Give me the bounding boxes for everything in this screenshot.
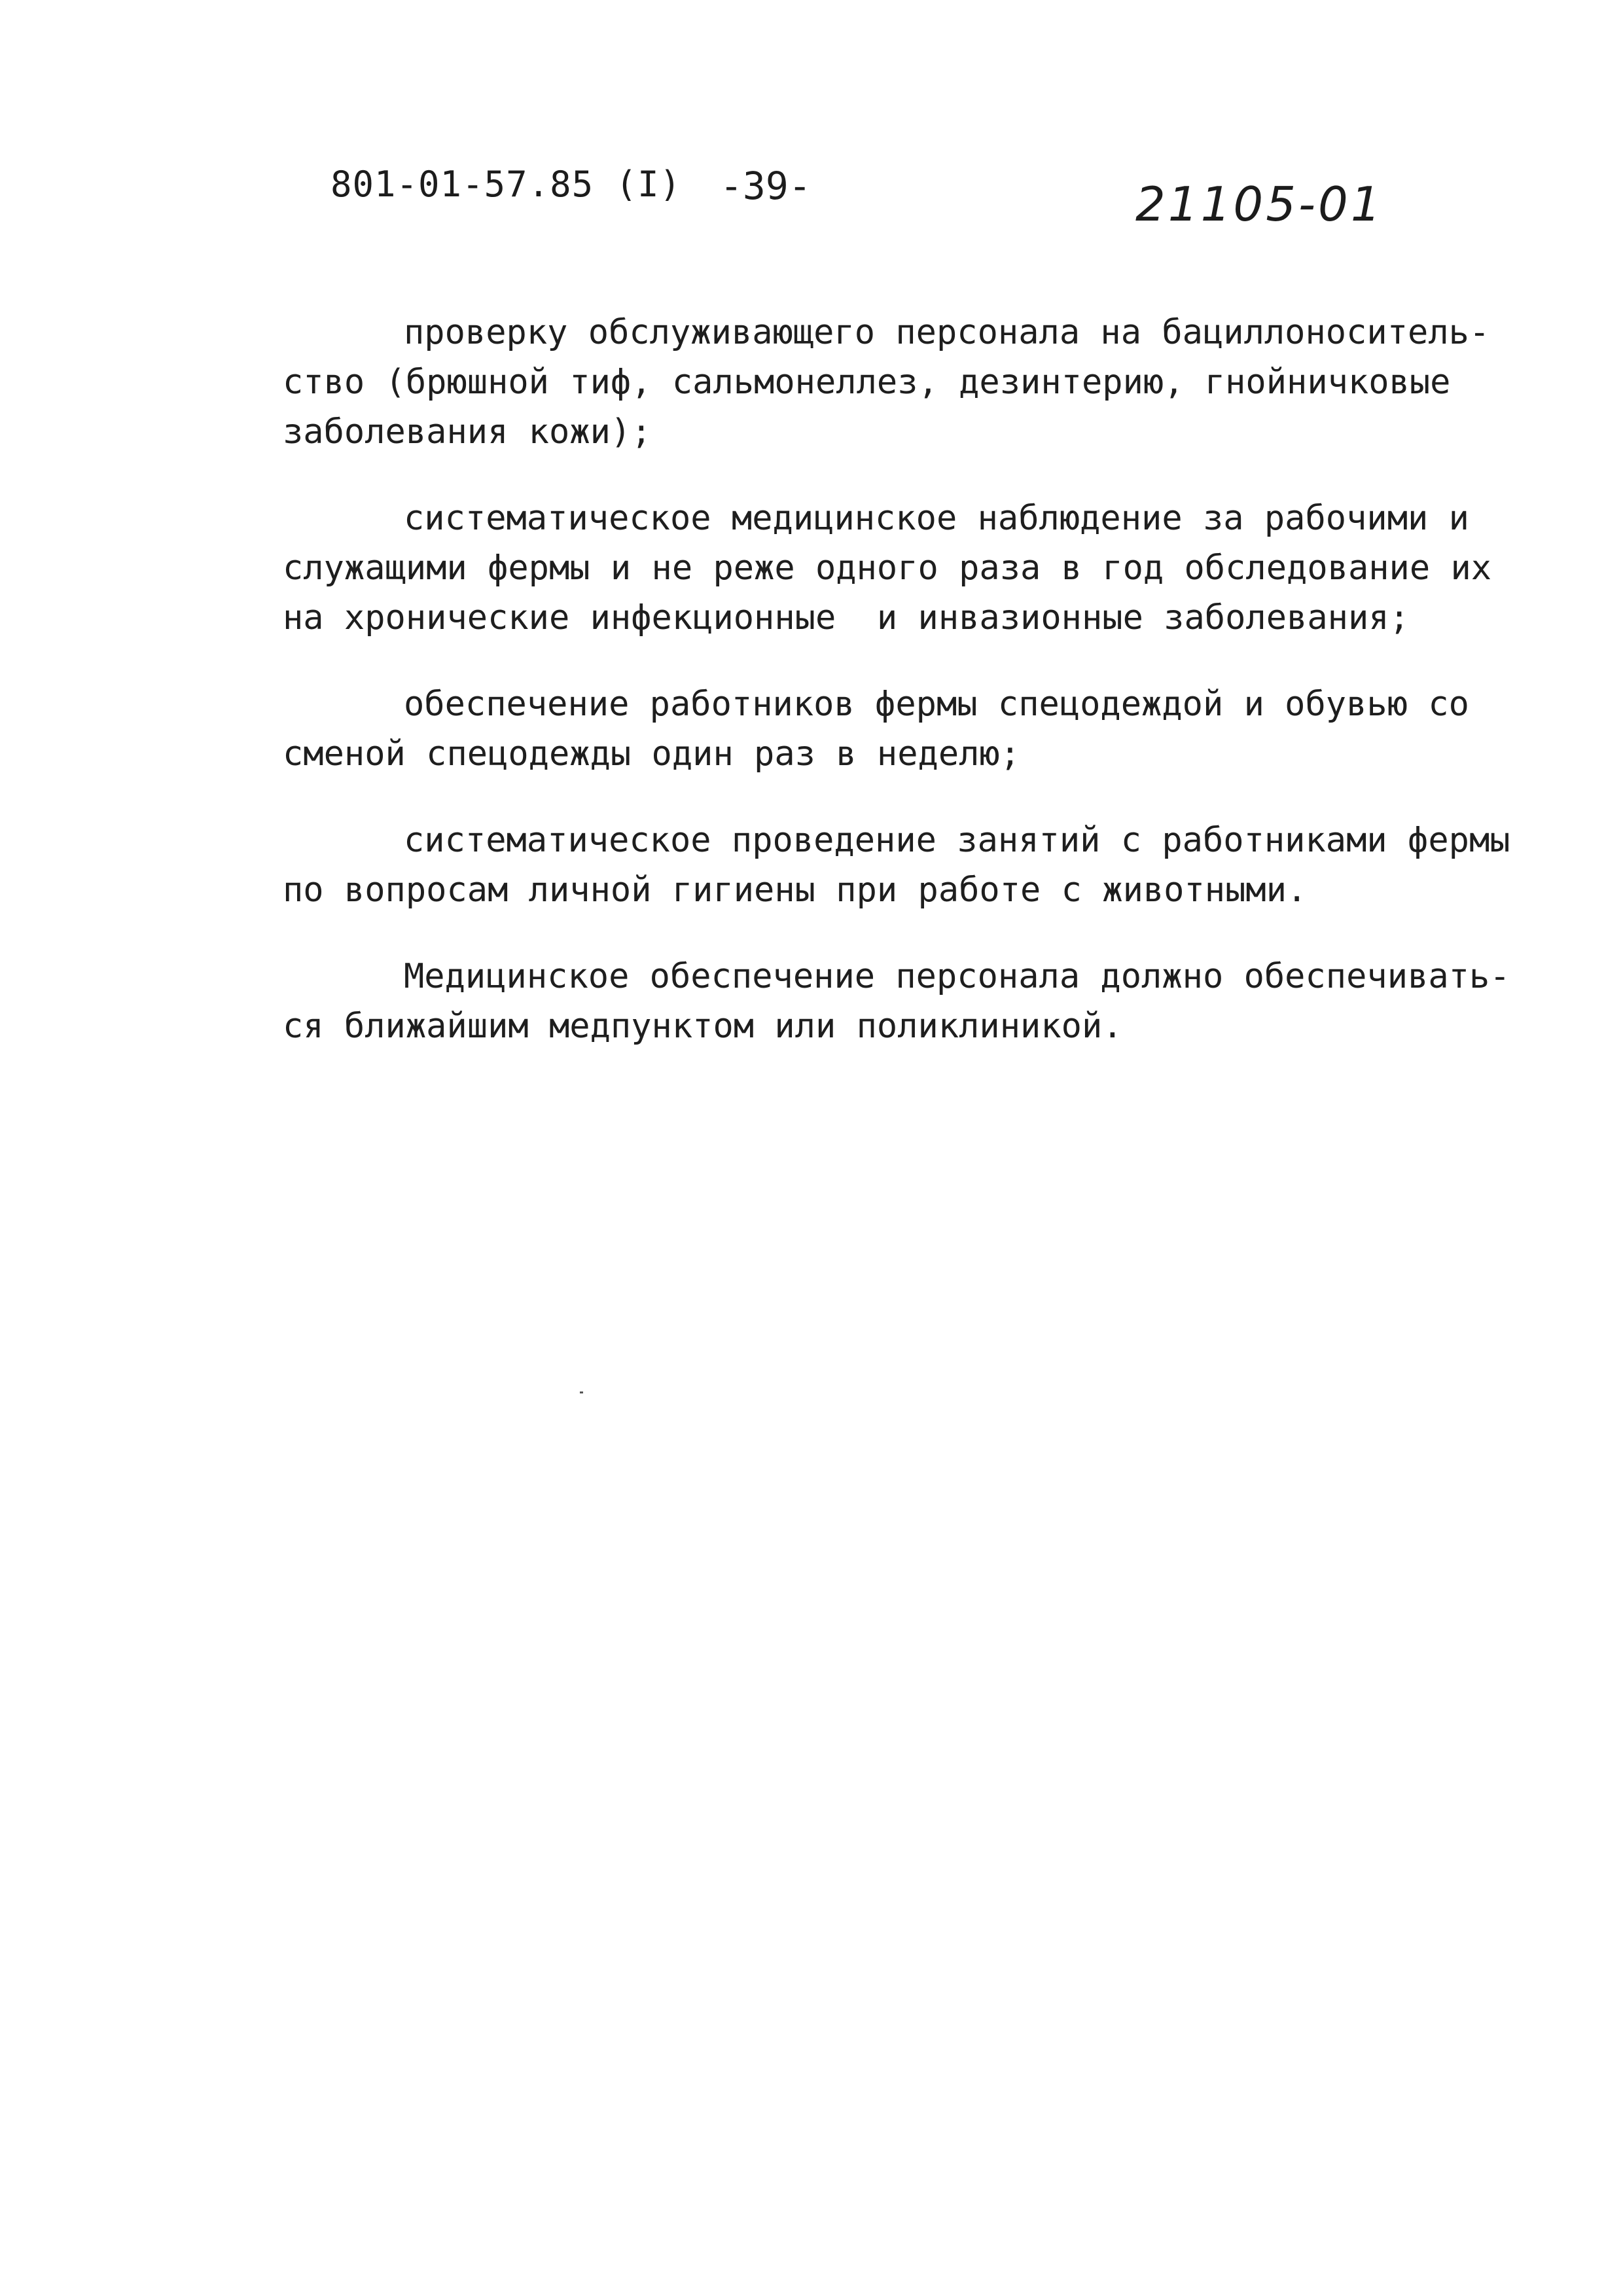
text-line: систематическое проведение занятий с работниками фермы xyxy=(404,821,1510,860)
text-line: обеспечение работников фермы спецодеждой и обувью со xyxy=(404,685,1469,724)
text-line: служащими фермы и не реже одного раза в год обследование их xyxy=(283,548,1492,588)
paragraph-hygiene-training xyxy=(283,816,1513,915)
paragraph-medical-provision xyxy=(283,952,1513,1051)
archive-number-handwritten: 21105-01 xyxy=(1135,177,1383,232)
text-line: на хронические инфекционные и инвазионные заболевания; xyxy=(283,598,1410,637)
text-line: Медицинское обеспечение персонала должно обеспечивать- xyxy=(404,957,1510,996)
text-line: заболевания кожи); xyxy=(283,412,652,452)
text-line: ство (брюшной тиф, сальмонеллез, дезинтерию, гнойничковые xyxy=(283,363,1451,402)
paragraph-workwear xyxy=(283,679,1513,779)
text-line: систематическое медицинское наблюдение за рабочими и xyxy=(404,499,1469,538)
document-code: 801-01-57.85 (I) xyxy=(330,164,682,205)
text-line: проверку обслуживающего персонала на бациллоноситель- xyxy=(404,313,1490,352)
text-line: по вопросам личной гигиены при работе с животными. xyxy=(283,870,1308,910)
page-number: -39- xyxy=(720,164,812,208)
paragraph-medical-observation xyxy=(283,493,1513,643)
paragraph-staff-carrier-check xyxy=(283,308,1513,457)
text-line: сменой спецодежды один раз в неделю; xyxy=(283,734,1021,774)
text-line: ся ближайшим медпунктом или поликлиникой. xyxy=(283,1007,1123,1046)
scan-speck xyxy=(580,1391,583,1393)
document-body xyxy=(283,308,1513,1088)
